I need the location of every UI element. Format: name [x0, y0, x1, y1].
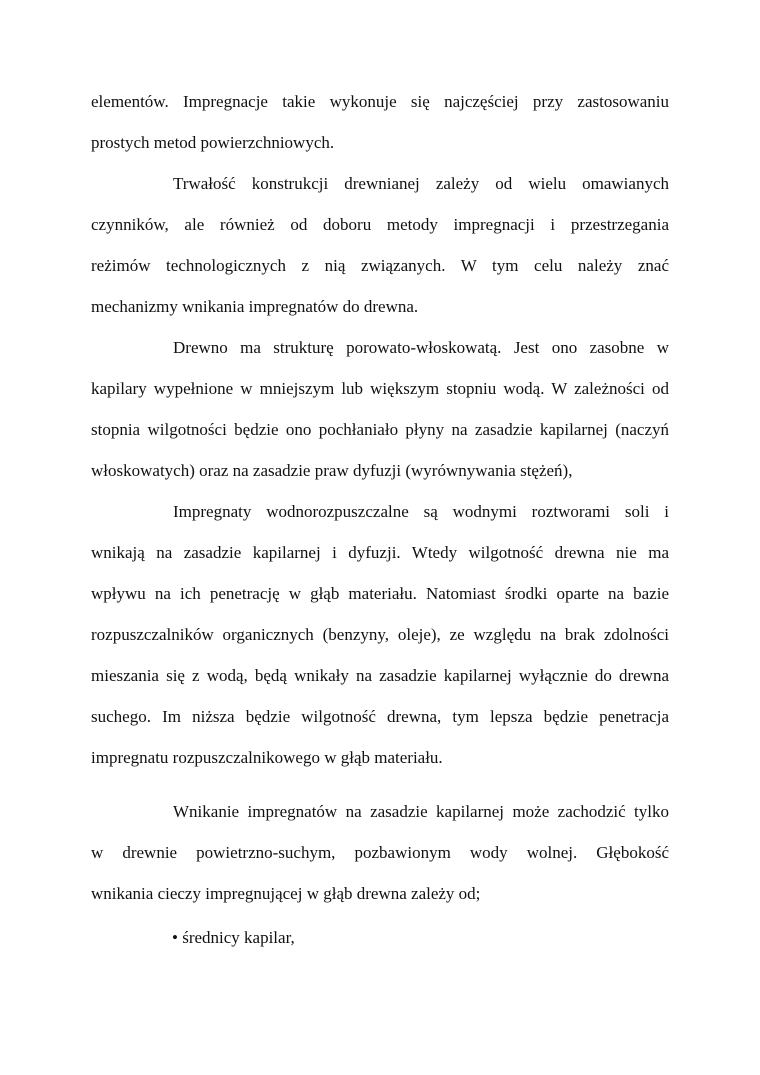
text-line: suchego. Im niższa będzie wilgotność drewna, tym lepsza będzie penetracja — [91, 707, 669, 726]
text-line: prostych metod powierzchniowych. — [91, 133, 335, 152]
paragraph-first-line: Impregnaty wodnorozpuszczalne są wodnymi roztworami soli i — [173, 502, 669, 521]
paragraph-first-line: Trwałość konstrukcji drewnianej zależy od wielu omawianych — [173, 174, 669, 193]
bullet-list-item: • średnicy kapilar, — [172, 928, 295, 947]
text-line: wpływu na ich penetrację w głąb materiału. Natomiast środki oparte na bazie — [91, 584, 669, 603]
text-line: mieszania się z wodą, będą wnikały na zasadzie kapilarnej wyłącznie do drewna — [91, 666, 669, 685]
text-line: kapilary wypełnione w mniejszym lub większym stopniu wodą. W zależności od — [91, 379, 669, 398]
paragraph-first-line: Drewno ma strukturę porowato-włoskowatą. Jest ono zasobne w — [173, 338, 669, 357]
text-line: impregnatu rozpuszczalnikowego w głąb materiału. — [91, 748, 443, 767]
text-line: rozpuszczalników organicznych (benzyny, oleje), ze względu na brak zdolności — [91, 625, 669, 644]
text-line: wnikają na zasadzie kapilarnej i dyfuzji. Wtedy wilgotność drewna nie ma — [91, 543, 669, 562]
text-line: reżimów technologicznych z nią związanych. W tym celu należy znać — [91, 256, 669, 275]
text-line: włoskowatych) oraz na zasadzie praw dyfuzji (wyrównywania stężeń), — [91, 461, 573, 480]
text-line: w drewnie powietrzno-suchym, pozbawionym wody wolnej. Głębokość — [91, 843, 669, 862]
text-line: wnikania cieczy impregnującej w głąb drewna zależy od; — [91, 884, 481, 903]
text-line: stopnia wilgotności będzie ono pochłaniało płyny na zasadzie kapilarnej (naczyń — [91, 420, 669, 439]
text-line: czynników, ale również od doboru metody impregnacji i przestrzegania — [91, 215, 669, 234]
text-line: mechanizmy wnikania impregnatów do drewna. — [91, 297, 419, 316]
paragraph-first-line: Wnikanie impregnatów na zasadzie kapilarnej może zachodzić tylko — [173, 802, 669, 821]
text-line: elementów. Impregnacje takie wykonuje się najczęściej przy zastosowaniu — [91, 92, 669, 111]
